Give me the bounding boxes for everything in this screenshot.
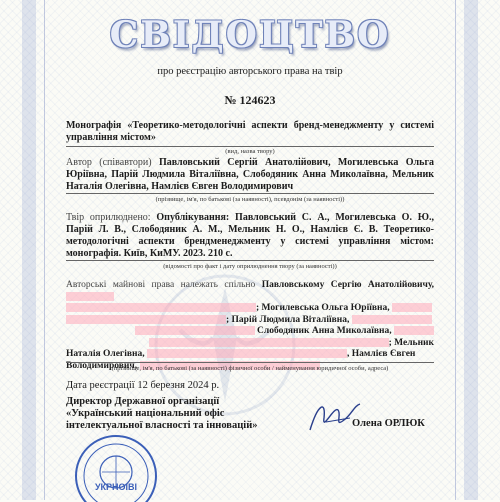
registration-date: Дата реєстрації 12 березня 2024 р. [66,380,220,391]
redacted-field [394,326,434,335]
owners-line1: Павловському Сергію Анатолійовичу, [261,280,435,290]
work-title: Монографія «Теоретико-методологічні аспекти бренд-менеджменту у системі управління містом» [66,120,434,143]
redacted-field [66,315,226,324]
authors-rule [66,193,434,194]
official-stamp [66,432,166,502]
published-caption: (відомості про факт і дату оприлюднення твору (за наявності)) [163,263,337,270]
signature-image [304,396,364,438]
authors-value: Павловський Сергій Анатолійович, Могилевська Ольга Юріївна, Парій Людмила Віталіївна, Слободяник Анна Миколаївна, Мельник Наталія Олегівна, Намлієв Євген Володимирович [66,157,434,192]
authors-caption: (прізвище, ім'я, по батькові (за наявності), псевдонім (за наявності)) [155,196,345,203]
published-rule [66,260,434,261]
redacted-field [149,338,389,347]
certificate-title: СВІДОЦТВО [109,14,391,56]
director-title: Директор Державної організації «Український національний офіс інтелектуальної власності та інновацій» [66,396,258,431]
published-value: Опублікування: Павловський С. А., Могилевська О. Ю., Парій Л. В., Слободяник А. М., Мельник Н. О., Намлієв Є. В. Теоретико-методологічні аспекти брендменеджменту у системі управління містом: монографія. Київ, КиМУ. 2023. 210 с. [66,212,435,259]
owners-line2: ; Могилевська Ольга Юріївна, [256,303,390,313]
redacted-field [135,326,255,335]
owners-caption: (прізвище, ім'я, по батькові (за наявності) фізичної особи / найменування юридичної особи, адреса) [111,365,389,372]
owners-rule [66,362,434,363]
redacted-field [147,349,347,358]
owners-line4: Слободяник Анна Миколаївна, [257,326,392,336]
published-label: Твір оприлюднено: [66,212,151,223]
redacted-field [66,292,114,301]
certificate-number: № 124623 [224,93,276,107]
stamp-text: УКРНОІВІ [94,482,138,492]
work-rule [66,146,434,147]
owners-line6: Наталія Олегівна, [66,349,145,359]
owners-block [66,280,434,372]
owners-line3: ; Парій Людмила Віталіївна, [226,314,350,325]
redacted-field [352,315,432,324]
authors-label: Автор (співавтори) [66,157,152,168]
redacted-field [66,303,256,312]
owners-label: Авторські майнові права належать спільно [66,280,256,290]
signer-name: Олена ОРЛЮК [352,418,425,429]
certificate-subtitle: про реєстрацію авторського права на твір [157,66,343,77]
owners-line5: ; Мельник [388,337,434,348]
authors-block [66,157,434,193]
redacted-field [392,303,432,312]
certificate-content [66,0,434,500]
owners-line7: , Намлієв Євген [347,349,416,359]
owners-line8: Володимирович, [66,360,138,371]
published-block [66,212,434,260]
work-caption: (вид, назва твору) [225,148,275,155]
